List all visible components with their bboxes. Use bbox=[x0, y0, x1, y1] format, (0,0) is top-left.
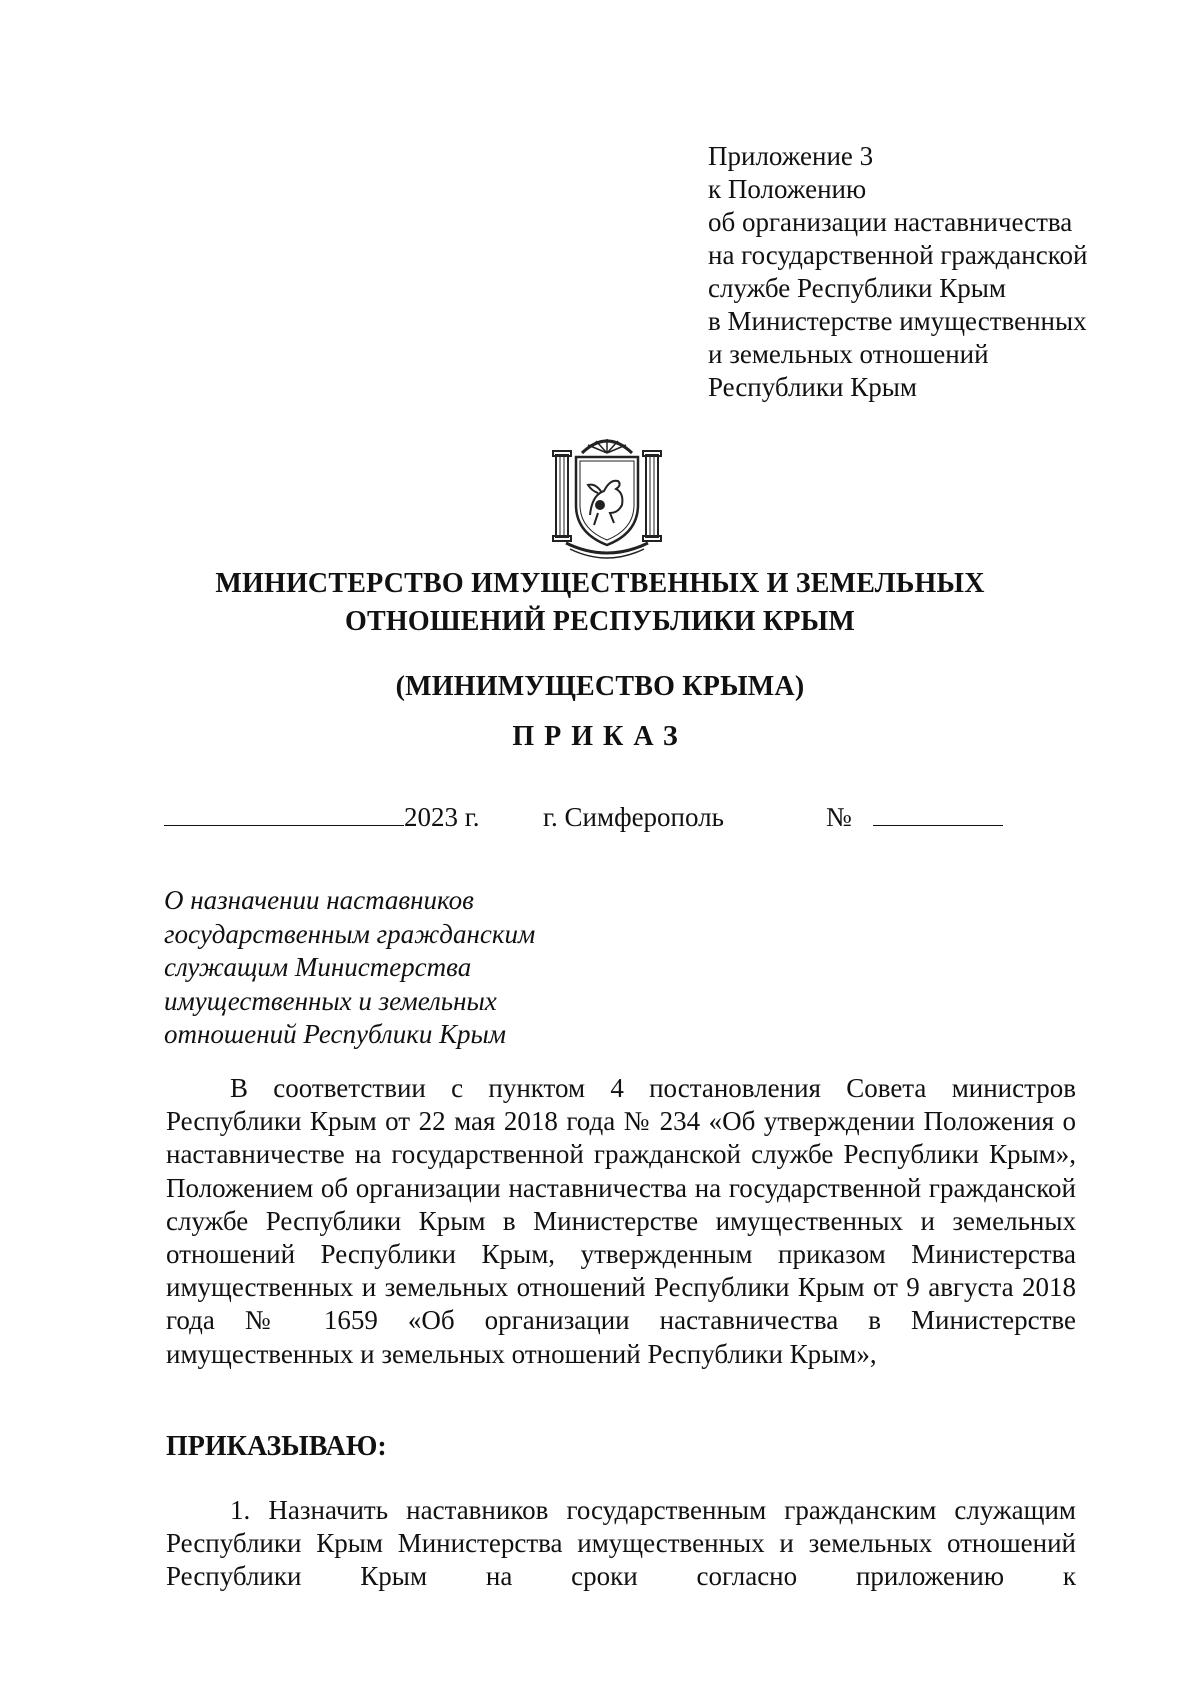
appendix-line: Приложение 3 bbox=[708, 141, 874, 171]
appendix-line: на государственной гражданской bbox=[708, 240, 1088, 270]
ministry-name-line2: ОТНОШЕНИЙ РЕСПУБЛИКИ КРЫМ bbox=[345, 606, 855, 637]
date-year: 2023 г. bbox=[404, 802, 480, 832]
appendix-note bbox=[708, 140, 1178, 404]
number-field bbox=[826, 800, 1003, 834]
ministry-name bbox=[0, 565, 1200, 641]
appendix-line: об организации наставничества bbox=[708, 207, 1073, 237]
order-item-1: 1. Назначить наставников государственным гражданским служащим Республики Крым Министерства имущественных и земельных отношений Республики Крым на сроки согласно приложению к bbox=[166, 1495, 1076, 1592]
subject-line: имущественных и земельных bbox=[164, 985, 497, 1016]
document-type: ПРИКАЗ bbox=[512, 721, 688, 752]
number-sign: № bbox=[826, 802, 852, 832]
preamble-paragraph: В соответствии с пунктом 4 постановления Совета министров Республики Крым от 22 мая 2018 года № 234 «Об утверждении Положения о наставничестве на государственной гражданской службе Республики Крым», Положением об организации наставничества на государственной гражданской службе Республики Крым в Министерстве имущественных и земельных отношений Республики Крым, утвержденным приказом Министерства имущественных и земельных отношений Республики Крым от 9 августа 2018 года № 1659 «Об организации наставничества в Министерстве имущественных и земельных отношений Республики Крым», bbox=[166, 1073, 1076, 1369]
appendix-line: к Положению bbox=[708, 174, 867, 204]
order-subject bbox=[164, 884, 684, 1052]
subject-line: О назначении наставников bbox=[164, 885, 474, 915]
appendix-line: и земельных отношений bbox=[708, 339, 989, 369]
subject-line: отношений Республики Крым bbox=[164, 1019, 507, 1049]
subject-line: государственным гражданским bbox=[164, 918, 536, 949]
appendix-line: Республики Крым bbox=[708, 372, 917, 402]
date-blank bbox=[164, 800, 480, 834]
appendix-line: службе Республики Крым bbox=[708, 273, 1006, 303]
subject-line: служащим Министерства bbox=[164, 952, 472, 982]
city: г. Симферополь bbox=[543, 802, 724, 832]
ministry-short-name: (МИНИМУЩЕСТВО КРЫМА) bbox=[395, 671, 805, 702]
coat-of-arms-icon bbox=[552, 435, 662, 559]
appendix-line: в Министерстве имущественных bbox=[708, 306, 1087, 336]
order-word: ПРИКАЗЫВАЮ: bbox=[166, 1431, 387, 1462]
ministry-name-line1: МИНИСТЕРСТВО ИМУЩЕСТВЕННЫХ И ЗЕМЕЛЬНЫХ bbox=[215, 568, 985, 599]
